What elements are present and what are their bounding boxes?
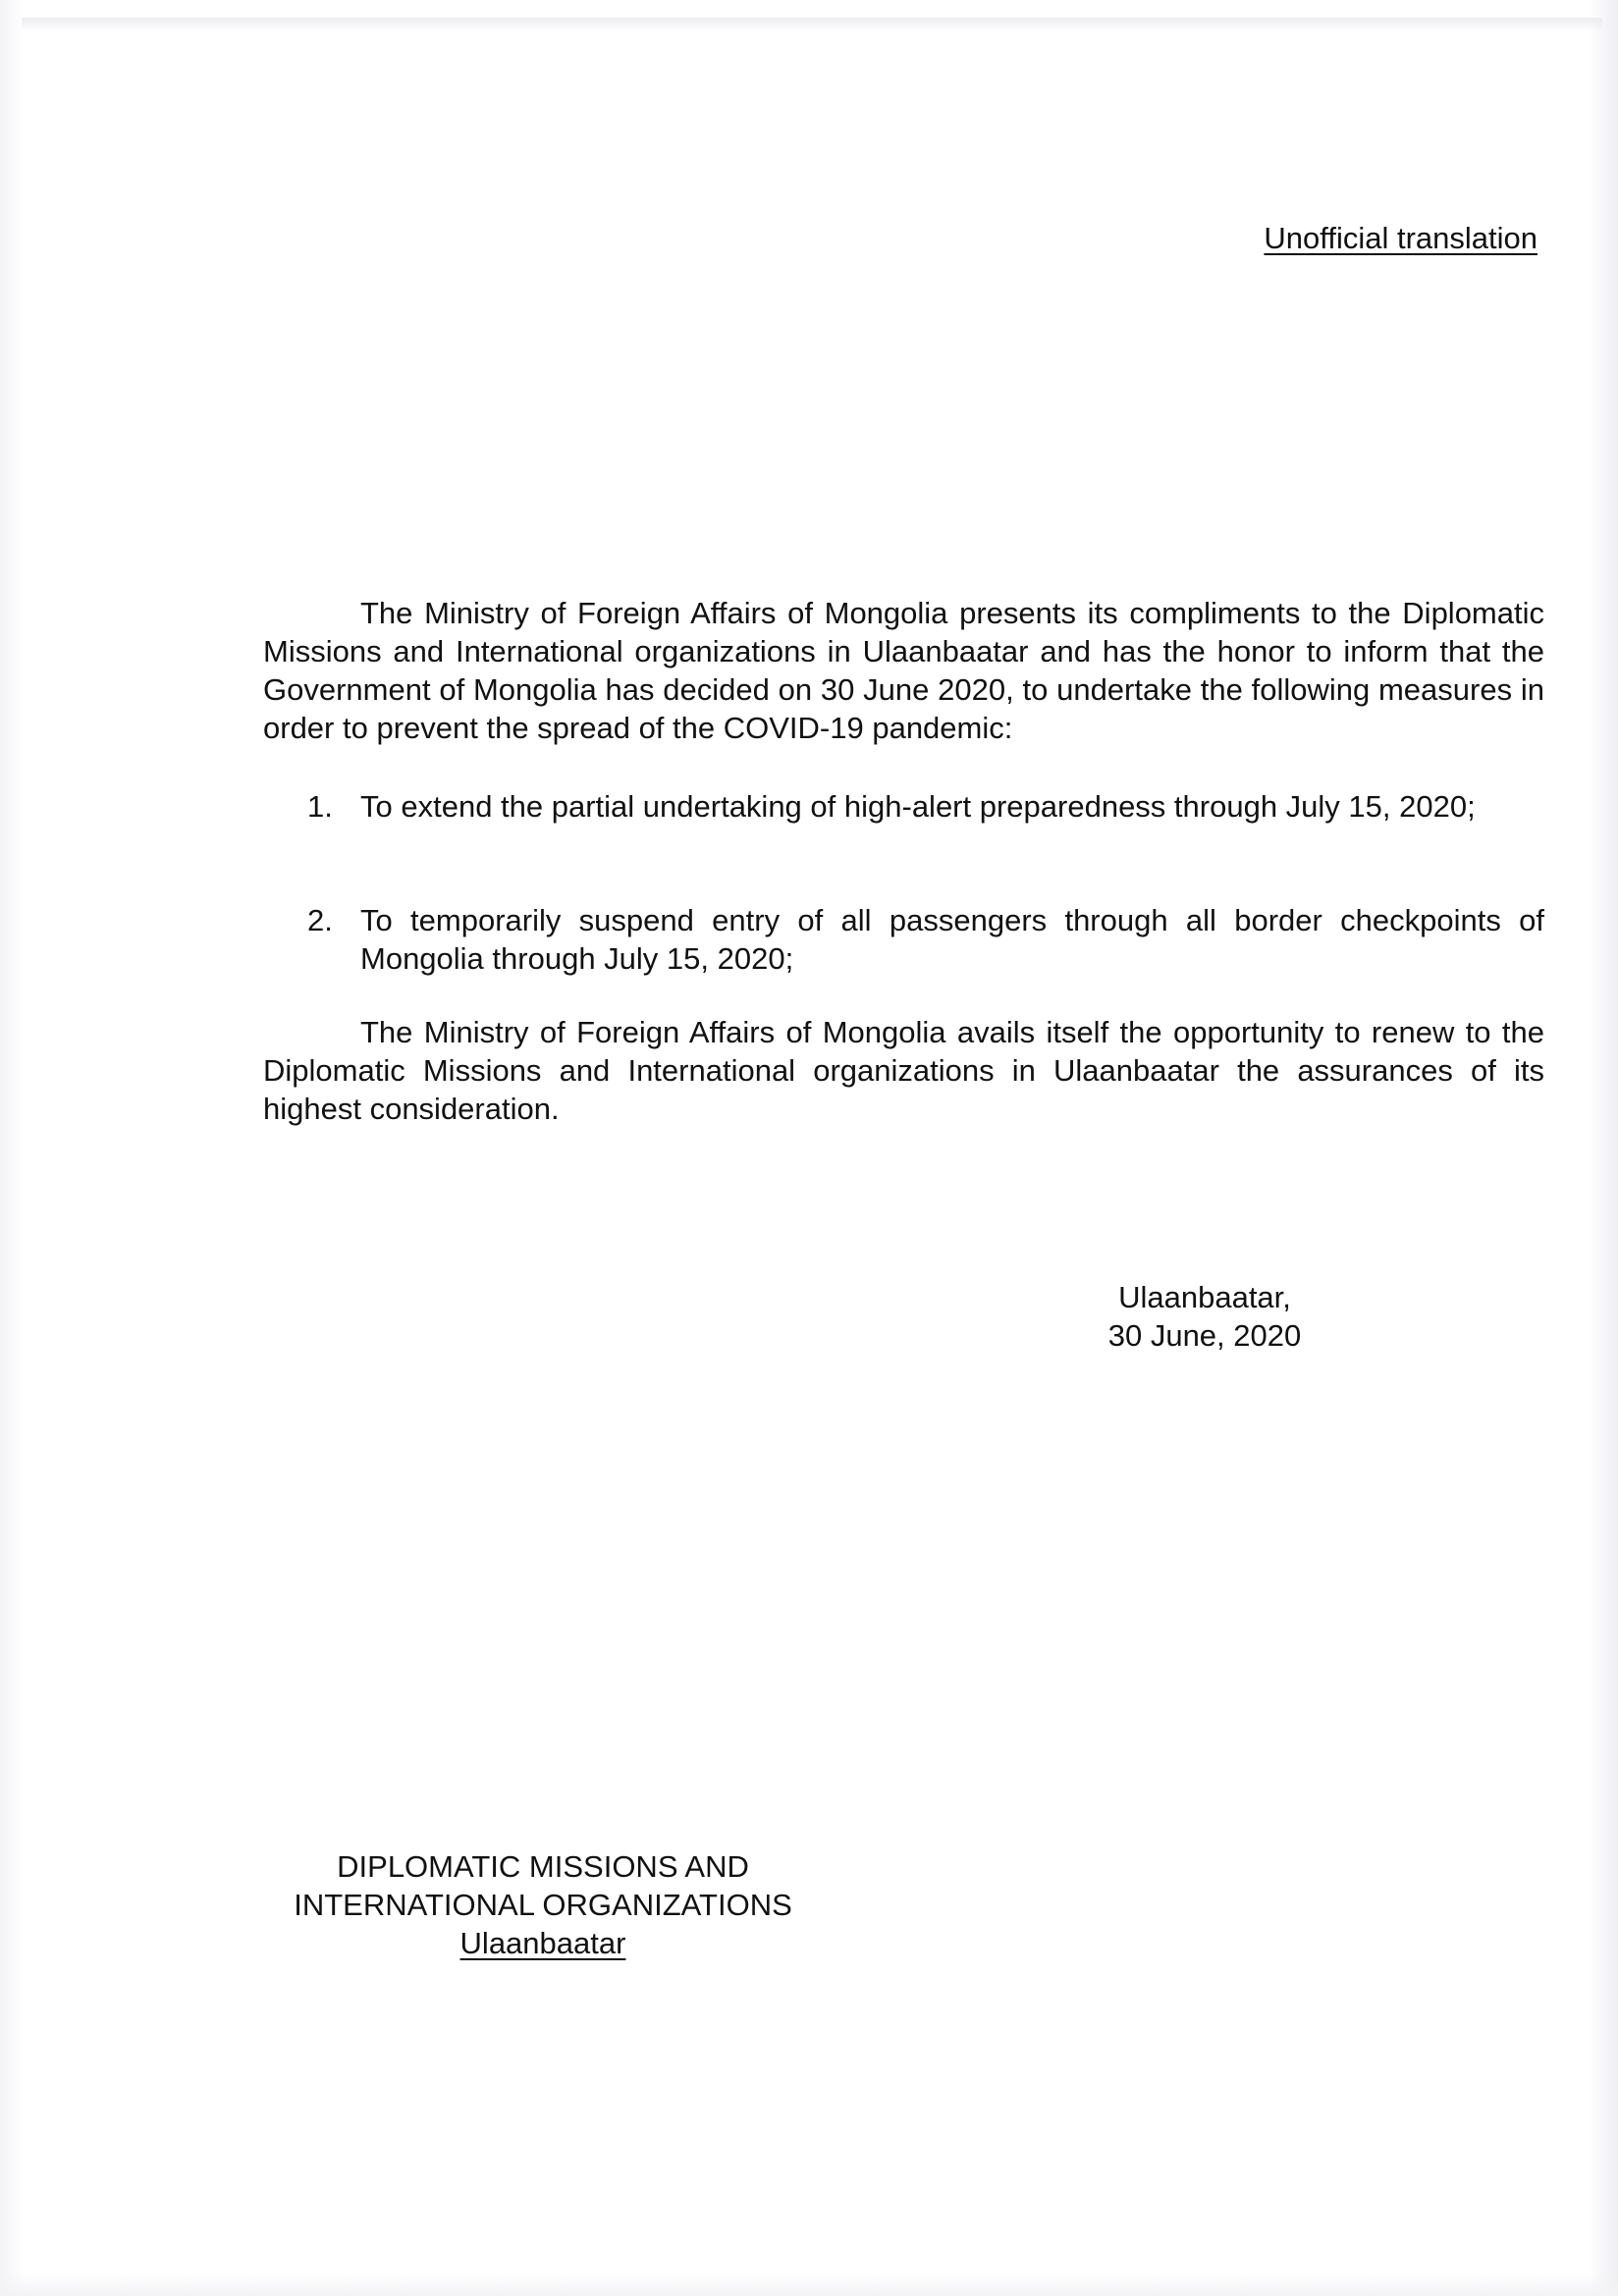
place: Ulaanbaatar, xyxy=(1118,1280,1291,1314)
opening-paragraph: The Ministry of Foreign Affairs of Mongolia presents its compliments to the Diplomatic Missions and International organizations in Ulaanbaatar and has the honor to inform that the Government of Mongolia has decided on 30 June 2020, to undertake the following measures in order to prevent the spread of the COVID-19 pandemic: xyxy=(263,596,1544,745)
date: 30 June, 2020 xyxy=(1107,1318,1302,1353)
addressee-block xyxy=(263,1847,823,1962)
closing-paragraph: The Ministry of Foreign Affairs of Mongolia avails itself the opportunity to renew to the Diplomatic Missions and International organizations in Ulaanbaatar the assurances of its highest consideration. xyxy=(263,1015,1544,1126)
scan-shadow-bottom xyxy=(0,2272,1618,2296)
measure-number: 2. xyxy=(307,903,333,937)
measure-number: 1. xyxy=(307,789,333,824)
addressee-city: Ulaanbaatar xyxy=(459,1926,626,1960)
addressee-line-1: DIPLOMATIC MISSIONS AND xyxy=(337,1849,749,1884)
addressee-line-2: INTERNATIONAL ORGANIZATIONS xyxy=(294,1888,792,1922)
scan-shadow-top xyxy=(22,18,1602,31)
translation-note: Unofficial translation xyxy=(1264,221,1537,255)
scan-shadow-right xyxy=(1589,0,1618,2296)
measure-text: To extend the partial undertaking of high-alert preparedness through July 15, 2020; xyxy=(360,789,1476,824)
place-and-date xyxy=(1097,1278,1313,1355)
scan-shadow-left xyxy=(0,0,24,2296)
measure-text: To temporarily suspend entry of all passengers through all border checkpoints of Mongolia through July 15, 2020; xyxy=(360,903,1544,976)
